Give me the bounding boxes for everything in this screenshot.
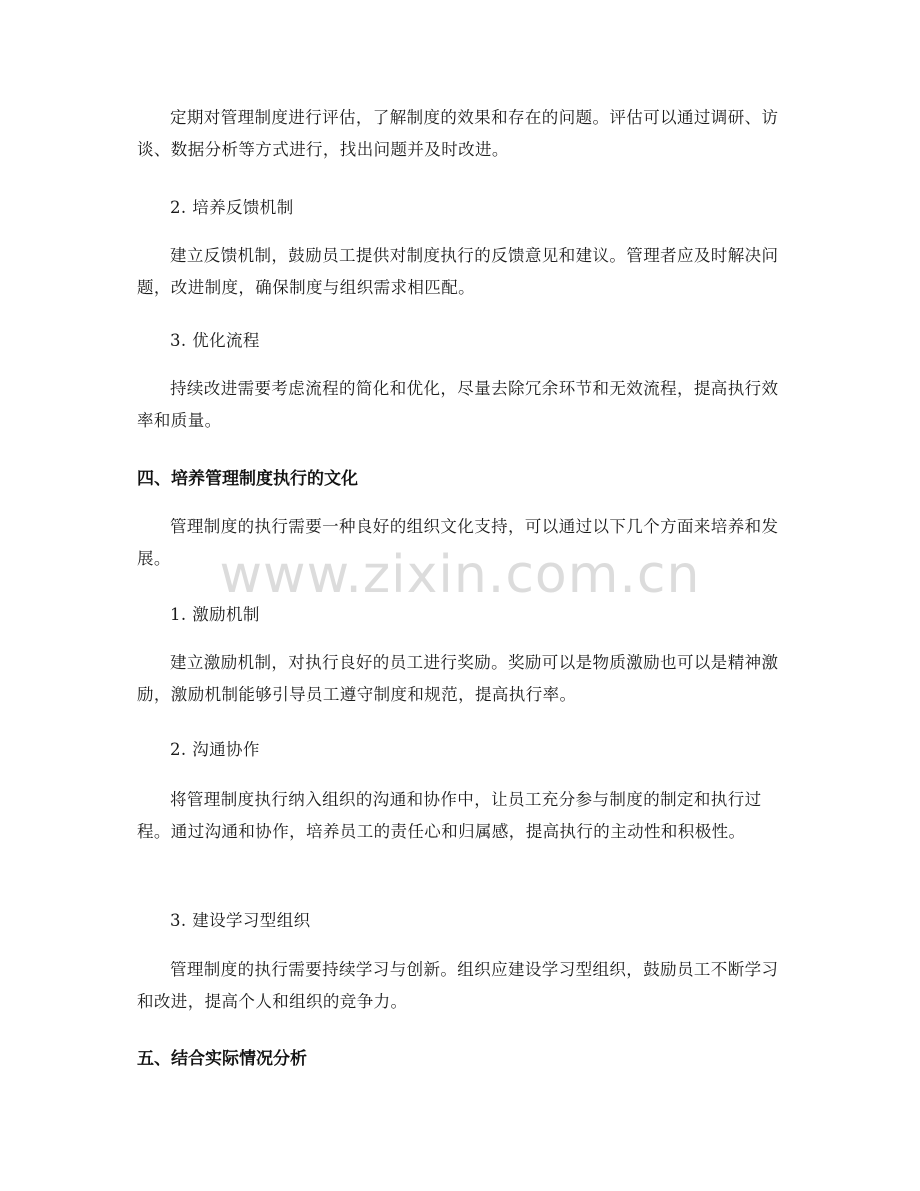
watermark-text: www.zixin.com.cn [219,545,701,605]
list-item-communication: 2. 沟通协作 [170,740,260,759]
paragraph-culture-intro: 管理制度的执行需要一种良好的组织文化支持，可以通过以下几个方面来培养和发展。 [137,517,779,568]
paragraph-evaluation: 定期对管理制度进行评估，了解制度的效果和存在的问题。评估可以通过调研、访谈、数据分析等方式进行，找出问题并及时改进。 [137,108,779,159]
list-item-process: 3. 优化流程 [170,331,260,350]
paragraph-feedback: 建立反馈机制，鼓励员工提供对制度执行的反馈意见和建议。管理者应及时解决问题，改进制度，确保制度与组织需求相匹配。 [137,246,779,297]
section-heading-culture: 四、培养管理制度执行的文化 [137,469,358,489]
list-item-incentive: 1. 激励机制 [170,605,260,624]
paragraph-incentive: 建立激励机制，对执行良好的员工进行奖励。奖励可以是物质激励也可以是精神激励，激励机制能够引导员工遵守制度和规范，提高执行率。 [137,653,779,704]
list-item-learning: 3. 建设学习型组织 [170,911,311,930]
paragraph-communication: 将管理制度执行纳入组织的沟通和协作中，让员工充分参与制度的制定和执行过程。通过沟通和协作，培养员工的责任心和归属感，提高执行的主动性和积极性。 [137,790,762,841]
paragraph-learning: 管理制度的执行需要持续学习与创新。组织应建设学习型组织，鼓励员工不断学习和改进，提高个人和组织的竞争力。 [137,960,779,1011]
section-heading-analysis: 五、结合实际情况分析 [137,1049,307,1069]
paragraph-process: 持续改进需要考虑流程的简化和优化，尽量去除冗余环节和无效流程，提高执行效率和质量。 [137,379,779,430]
list-item-feedback: 2. 培养反馈机制 [170,198,294,217]
